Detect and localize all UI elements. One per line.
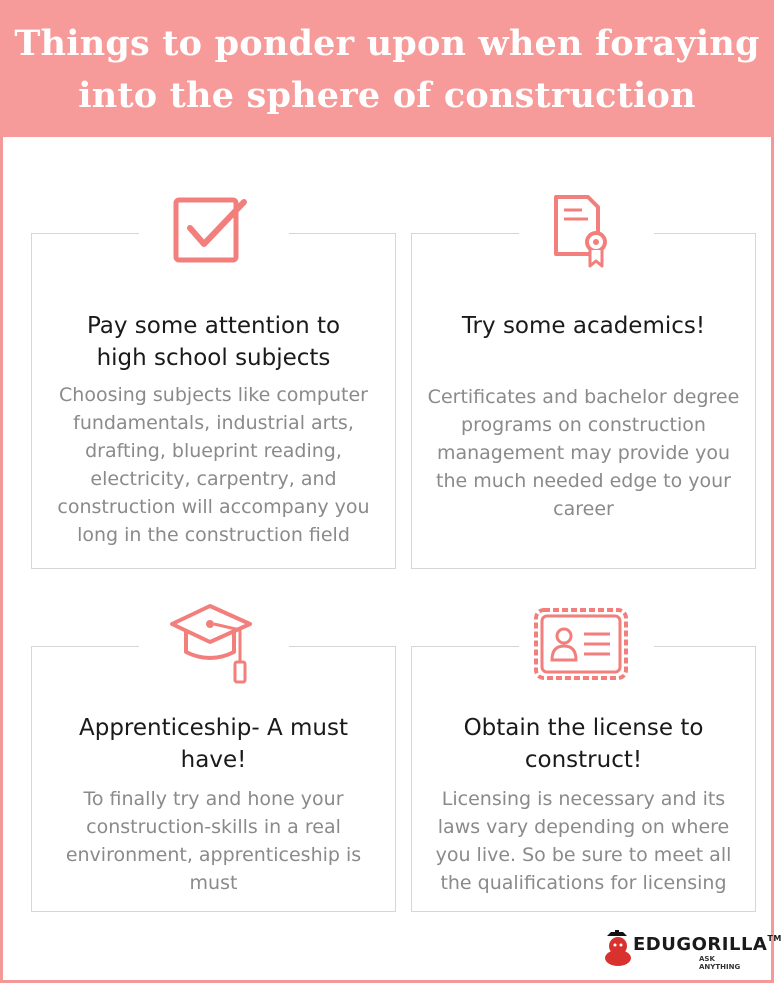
certificate-icon [548,192,618,272]
card-title: Obtain the license to construct! [463,715,704,773]
card-title: Pay some attention to high school subjects [86,313,341,371]
logo-tagline: ASK ANYTHING [699,955,741,971]
card-body: Choosing subjects like computer fundamentals, industrial arts, drafting, blueprint reading, electricity, carpentry, and construction will accompany you long in the construction field [57,384,370,546]
card-high-school-subjects [31,233,396,569]
card-body: To finally try and hone your construction-skills in a real environment, apprenticeship is must [65,788,362,894]
card-body: Certificates and bachelor degree programs on construction management may provide you the much needed edge to your career [427,386,740,520]
title-line-1: Things to ponder upon when foraying [14,23,760,64]
logo-wordmark: EDUGORILLA™ [633,934,782,955]
card-body: Licensing is necessary and its laws vary depending on where you live. So be sure to meet all the qualifications for licensing [435,788,732,894]
page-title [0,18,774,122]
card-license [411,646,756,912]
id-card-icon [532,604,632,684]
title-line-2: into the sphere of construction [78,75,696,116]
card-title: Apprenticeship- A must have! [78,715,348,773]
card-academics [411,233,756,569]
card-title: Try some academics! [461,313,706,339]
edugorilla-logo [603,930,782,971]
header-banner [0,0,774,137]
checkbox-icon [168,192,254,272]
gorilla-icon [603,930,633,966]
graduation-cap-icon [168,600,258,690]
